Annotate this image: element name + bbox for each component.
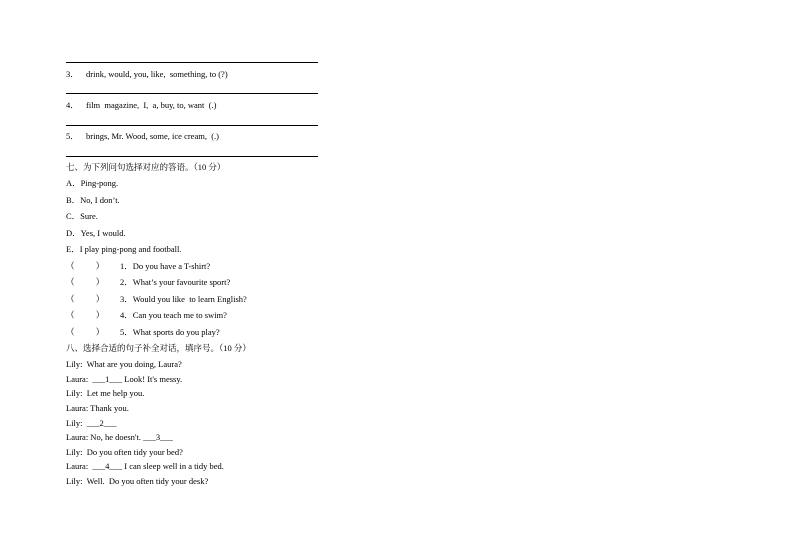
dialogue-line: Laura: No, he doesn't. ___3___ xyxy=(66,432,173,442)
dialogue-line: Lily: Well. Do you often tidy your desk? xyxy=(66,476,209,486)
sentence-item-4 xyxy=(66,100,216,111)
dialogue-line: Lily: ___2___ xyxy=(66,418,117,428)
dialogue-line: Lily: What are you doing, Laura? xyxy=(66,359,182,369)
option-d: D．Yes, I would. xyxy=(66,228,126,238)
question-text: 4．Can you teach me to swim? xyxy=(120,310,227,320)
item-words: drink, would, you, like, something, to (?) xyxy=(86,69,228,79)
answer-blank[interactable]: （ ） xyxy=(66,310,105,320)
section-7-title: 七、为下列问句选择对应的答语。（10 分） xyxy=(66,162,226,172)
item-number: 3． xyxy=(66,69,79,79)
question-5 xyxy=(66,327,220,338)
section-8-title: 八、选择合适的句子补全对话，填序号。（10 分） xyxy=(66,343,251,353)
dialogue-line: Laura: ___4___ I can sleep well in a tidy bed. xyxy=(66,461,224,471)
option-a: A．Ping-pong. xyxy=(66,178,119,188)
question-4 xyxy=(66,310,227,321)
answer-line xyxy=(66,62,318,63)
sentence-item-5 xyxy=(66,131,219,142)
dialogue-line: Laura: Thank you. xyxy=(66,403,129,413)
answer-line xyxy=(66,156,318,157)
question-1 xyxy=(66,261,210,272)
answer-line xyxy=(66,125,318,126)
dialogue-line: Laura: ___1___ Look! It's messy. xyxy=(66,374,183,384)
answer-line xyxy=(66,93,318,94)
option-e: E．I play ping-pong and football. xyxy=(66,244,182,254)
answer-blank[interactable]: （ ） xyxy=(66,327,105,337)
dialogue-line: Lily: Do you often tidy your bed? xyxy=(66,447,183,457)
item-words: brings, Mr. Wood, some, ice cream, (.) xyxy=(86,131,220,141)
answer-blank[interactable]: （ ） xyxy=(66,277,105,287)
sentence-item-3 xyxy=(66,69,228,80)
question-text: 1．Do you have a T-shirt? xyxy=(120,261,211,271)
answer-blank[interactable]: （ ） xyxy=(66,294,105,304)
dialogue-line: Lily: Let me help you. xyxy=(66,388,145,398)
question-text: 3．Would you like to learn English? xyxy=(120,294,247,304)
question-text: 5．What sports do you play? xyxy=(120,327,220,337)
option-b: B．No, I don’t. xyxy=(66,195,120,205)
option-c: C．Sure. xyxy=(66,211,98,221)
question-text: 2．What’s your favourite sport? xyxy=(120,277,231,287)
question-2 xyxy=(66,277,230,288)
item-words: film magazine, I, a, buy, to, want (.) xyxy=(86,100,217,110)
answer-blank[interactable]: （ ） xyxy=(66,261,105,271)
item-number: 5． xyxy=(66,131,79,141)
question-3 xyxy=(66,294,247,305)
item-number: 4． xyxy=(66,100,79,110)
